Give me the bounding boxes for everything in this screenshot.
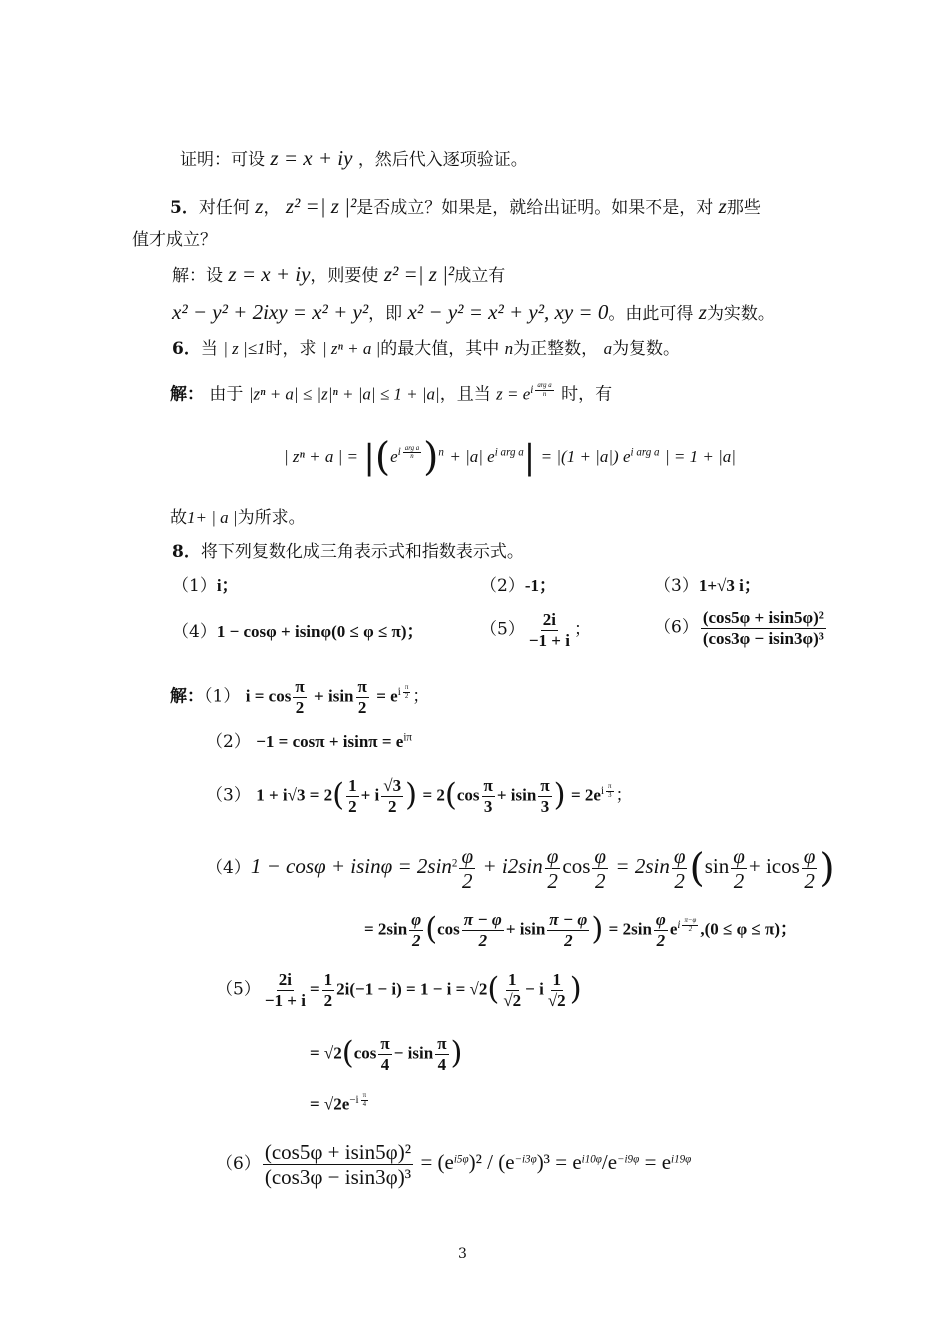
q6-conclusion-b: 为所求。 <box>237 508 306 528</box>
sol-4-two1: 2 <box>462 869 473 894</box>
q6-display-exp-bot: n <box>410 453 414 461</box>
sol-3-mid: = 2 <box>422 785 445 805</box>
sol-5-minus-i: − i <box>525 979 544 999</box>
sol-3-semi: ； <box>615 785 633 806</box>
sol-4-phi1: φ <box>461 844 474 868</box>
q6-n: n <box>504 339 514 358</box>
sol-3-one: 1 <box>348 776 357 795</box>
sol-4-two4: 2 <box>674 869 685 894</box>
q5-solution-line2 <box>172 300 775 326</box>
sol-3-two: 2 <box>348 796 357 816</box>
sol-5-line3-text: = √2e <box>310 1094 350 1114</box>
sol-4-cos: cos <box>562 854 591 879</box>
q6-line1 <box>172 337 680 361</box>
sol-label: 解： <box>170 686 204 707</box>
q8-item-5-den: −1 + i <box>528 630 570 650</box>
sol-1-plus: + isin <box>314 686 354 706</box>
sol-5-half-num: 1 <box>323 970 333 989</box>
sol-5-num: 2i <box>278 970 292 989</box>
proof-text: 证明：可设 <box>180 150 265 170</box>
q6-display-exp-top: arg a <box>404 444 420 452</box>
proof-suffix: ，然后代入逐项验证。 <box>357 150 528 170</box>
sol-3-cos: cos <box>456 785 480 805</box>
q5-sol-prefix: 解：设 <box>172 266 223 286</box>
sol-6 <box>216 1140 691 1189</box>
sol-4-pi-phi1: π − φ <box>463 910 502 929</box>
q5-text-a: 对任何 <box>198 198 250 218</box>
sol-3-text: 1 + i√3 = 2 <box>256 785 333 805</box>
q5-eq1: x² − y² + 2ixy = x² + y² <box>172 300 369 324</box>
proof-line <box>180 146 528 172</box>
proof-math: z = x + iy <box>270 146 353 170</box>
sol-5-mid: 2i(−1 − i) = 1 − i = √2 <box>336 979 488 999</box>
q6-exp-i: i <box>530 383 534 396</box>
q6-text-a: 当 <box>200 339 218 359</box>
sol-4-two6: 2 <box>804 869 815 894</box>
sol-1-pi2: π <box>357 677 367 696</box>
q8-item-1-label: （1） <box>172 576 217 596</box>
q5-sol-math2: z² =| z |² <box>383 262 455 286</box>
sol-5-eq1: = <box>309 979 320 999</box>
q5-sol-math: z = x + iy <box>228 262 311 286</box>
sol-2-label: （2） <box>206 732 251 752</box>
page-number: 3 <box>458 1246 467 1262</box>
q5-solution-line1 <box>172 262 505 288</box>
q8-item-5 <box>480 610 591 650</box>
q8-number: 8． <box>172 542 201 562</box>
q6-cond: | z |≤1 <box>223 339 266 358</box>
q6-text-c: 的最大值，其中 <box>380 339 500 359</box>
sol-1-semi: ； <box>412 686 430 707</box>
sol-1-eq: = e <box>376 686 398 706</box>
q5-number: 5． <box>170 198 199 218</box>
sol-5-four2: 4 <box>437 1054 447 1074</box>
q8-item-2-label: （2） <box>480 576 525 596</box>
q8-item-2-expr: -1； <box>524 576 556 595</box>
q8-item-5-label: （5） <box>480 619 525 640</box>
sol-5-line3-exp: −i <box>349 1093 359 1106</box>
sol-5-pi2: π <box>437 1034 447 1053</box>
sol-4-l2-two3: 2 <box>564 930 573 950</box>
sol-6-den: (cos3φ − isin3φ)³ <box>264 1165 412 1190</box>
sol-4-two3: 2 <box>594 869 606 894</box>
sol-5-label: （5） <box>216 979 261 1000</box>
sol-3-sqrt3: √3 <box>383 776 402 795</box>
sol-4-l2-two2: 2 <box>478 930 488 950</box>
q8-text: 将下列复数化成三角表示式和指数表示式。 <box>200 542 524 562</box>
q8-item-4 <box>172 620 424 644</box>
q5-eq-tail: 为实数。 <box>706 304 775 324</box>
q6-display-b: + |a| e <box>449 447 495 467</box>
q6-display-c: = |(1 + |a|) e <box>540 447 631 467</box>
q5-eq-end: 。由此可得 <box>608 304 694 324</box>
sol-4-two2: 2 <box>547 869 558 894</box>
sol-5-line3-four: 4 <box>362 1100 367 1108</box>
q6-number: 6． <box>172 339 201 359</box>
sol-4-sin: sin <box>704 854 730 879</box>
q8-item-6-label: （6） <box>654 617 699 638</box>
sol-5-line1: （5） $\frac{2i}{-1 + i}$ = $\frac{1}{2}$ 2i(−1 − i) = 1 − i = √2( $\frac{1}{√2}$ − i $\frac{1}{√2}$ ) <box>216 970 582 1010</box>
q5-z2: z <box>718 194 727 218</box>
sol-4-cos2: cos <box>437 919 460 939</box>
sol-4-pi-phi2: π − φ <box>549 910 588 929</box>
sol-4-icos: + icos <box>748 854 800 879</box>
q6-sol-label: 解： <box>170 384 204 405</box>
q8-item-4-expr: 1 − cosφ + isinφ(0 ≤ φ ≤ π)； <box>216 622 424 641</box>
sol-5-four: 4 <box>380 1054 390 1074</box>
q8-item-6-den: (cos3φ − isin3φ)³ <box>702 628 824 648</box>
q8-item-5-tail: ； <box>573 619 591 640</box>
sol-1-pi: π <box>295 677 305 696</box>
q5-line2 <box>132 228 217 252</box>
sol-5-cos: cos <box>353 1043 377 1063</box>
sol-1-exp-two: 2 <box>404 692 409 700</box>
q6-display-equation: | zⁿ + a | = $|(e^{i \frac{\text{arg a}}{n}}$ )$^n$ + |a| $e^{i arg a}| = |(1 + |a|)$ $e^{i arg a}$ | = 1 + |a| <box>284 435 736 480</box>
q6-display-d: | = 1 + |a| <box>664 447 736 467</box>
q6-sol-a: 由于 <box>209 384 244 405</box>
sol-6-rhs-exp5: i19φ <box>671 1153 692 1166</box>
sol-4-phi5: φ <box>733 844 745 868</box>
sol-3-three: 3 <box>483 796 493 816</box>
sol-3-pi2: π <box>540 776 550 795</box>
q6-display-exp: i arg a <box>494 446 524 459</box>
sol-4-l2-two4: 2 <box>656 930 666 950</box>
q5-z: z <box>255 194 264 218</box>
sol-3: （3） 1 + i√3 = 2( $\frac{1}{2}$ + i $\frac{√3}{2}$ ) = 2(cos $\frac{\pi}{3}$ + isin $\frac{\pi}{3}$ ) = $2e^{i \frac{\pi}{3}}$ ； <box>206 776 633 816</box>
q8-item-1 <box>172 574 239 598</box>
sol-4-mid1: + i2sin <box>482 854 543 879</box>
sol-4-two5: 2 <box>733 869 745 894</box>
q5-line1 <box>170 194 761 220</box>
q6-conclusion-math: 1+ | a | <box>187 508 238 527</box>
sol-5-pi: π <box>380 1034 390 1053</box>
q6-ineq: |zⁿ + a| ≤ |z|ⁿ + |a| ≤ 1 + |a| <box>248 384 440 404</box>
q6-exp-bot: n <box>542 390 547 398</box>
sol-4-phi3: φ <box>594 844 606 868</box>
sol-3-three2: 3 <box>540 796 550 816</box>
q6-exp-top: arg a <box>537 382 552 389</box>
q5-sol-suffix: 成立有 <box>454 266 506 286</box>
q8-item-2 <box>480 574 556 598</box>
sol-1-two: 2 <box>295 697 305 717</box>
sol-3-isin: + isin <box>496 785 537 805</box>
sol-2 <box>206 730 412 754</box>
sol-4-phi4: φ <box>673 844 686 868</box>
q6-solution-line1 <box>170 382 612 407</box>
sol-4-l2-phi2: φ <box>655 910 666 929</box>
sol-2-exp: iπ <box>403 731 412 744</box>
sol-4-l2-two1: 2 <box>411 930 421 950</box>
sol-5-line2: = √2(cos $\frac{\pi}{4}$ − isin $\frac{\pi}{4}$ ) <box>310 1034 463 1074</box>
q5-math: z² =| z |² <box>285 194 357 218</box>
sol-4-line1-text: 1 − cosφ + isinφ = 2sin <box>250 854 452 879</box>
sol-3-i: + i <box>360 785 380 805</box>
sol-6-rhs-e: = e <box>644 1150 672 1175</box>
sol-4-e: e <box>669 919 678 939</box>
sol-6-rhs-exp4: −i9φ <box>617 1153 640 1166</box>
sol-4-exp-two: 2 <box>688 925 693 933</box>
sol-4-l2-phi1: φ <box>411 910 422 929</box>
sol-5-line3 <box>310 1092 370 1117</box>
sol-3-pi: π <box>483 776 493 795</box>
sol-5-line2-text: = √2 <box>310 1043 342 1063</box>
q5-sol-mid: ，则要使 <box>310 266 379 286</box>
sol-5-one: 1 <box>508 970 517 989</box>
q8-item-4-label: （4） <box>172 622 217 642</box>
q5-eq-z: z <box>698 300 707 324</box>
q8-item-6 <box>654 608 828 648</box>
sol-4-exp-top: π−φ <box>684 917 697 924</box>
sol-5-one2: 1 <box>552 970 562 989</box>
q5-sep: ， <box>263 198 281 218</box>
sol-6-rhs-a: = (e <box>420 1150 454 1175</box>
sol-3-exp-three: 3 <box>608 791 612 799</box>
sol-2-text: −1 = cosπ + isinπ = e <box>256 732 404 751</box>
sol-6-num: (cos5φ + isin5φ)² <box>264 1140 412 1164</box>
q8-item-3-label: （3） <box>654 576 699 596</box>
q6-sol-b: ，且当 <box>439 384 491 405</box>
q6-text-e: 为复数。 <box>612 339 681 359</box>
q8-item-3 <box>654 574 761 598</box>
sol-4-isin: + isin <box>505 919 546 939</box>
q6-a: a <box>603 339 613 358</box>
q8-item-3-expr: 1+√3 i； <box>698 576 761 595</box>
sol-4-mid2: = 2sin <box>615 854 670 879</box>
sol-6-rhs-c: )³ = e <box>536 1150 582 1175</box>
q5-eq-mid: ，即 <box>368 304 403 324</box>
sol-6-rhs-d: /e <box>601 1150 618 1175</box>
sol-6-rhs-b: )² / (e <box>468 1150 515 1175</box>
sol-1-exp-pi: π <box>404 684 409 691</box>
q6-display-exp-i: i <box>397 446 401 459</box>
q6-display-lhs: | zⁿ + a | = <box>284 447 359 467</box>
sol-6-rhs-exp3: i10φ <box>581 1153 602 1166</box>
q6-expr: | zⁿ + a | <box>321 339 381 358</box>
sol-4-label: （4） <box>206 858 251 879</box>
q8-item-1-expr: i； <box>216 576 239 595</box>
sol-5-isin: − isin <box>393 1043 434 1063</box>
sol-3-eq: = 2e <box>570 785 601 805</box>
sol-1-text: i = cos <box>245 686 292 706</box>
q5-line2-text: 值才成立？ <box>132 230 217 250</box>
q5-text-c: 那些 <box>726 198 761 218</box>
q5-text-b: 是否成立？如果是，就给出证明。如果不是，对 <box>356 198 714 218</box>
q6-text-b: 时，求 <box>265 339 317 359</box>
sol-5-half-den: 2 <box>323 990 333 1010</box>
sol-4-line1: $(4)1 - \cos\varphi + isin\varphi = 2\sin^2$ $\frac{\varphi}{2}$ + i2sin $\frac{\varphi}{2}$ cos $\frac{\varphi}{2}$ = 2sin $\frac{\varphi}{2}$ (sin $\frac{\varphi}{2}$ + icos $\frac{\varphi}{2}$ ) <box>206 844 835 894</box>
q6-when: z = e <box>496 384 531 404</box>
sol-1-label: （1） <box>204 686 241 707</box>
sol-4-line2b: = 2sin <box>608 919 652 939</box>
sol-3-label: （3） <box>206 785 251 806</box>
q5-eq2: x² − y² = x² + y², xy = 0 <box>407 300 609 324</box>
q6-conclusion-a: 故 <box>170 508 187 528</box>
q8-item-6-num: (cos5φ + isin5φ)² <box>702 608 824 627</box>
sol-5-line3-pi: π <box>362 1092 367 1099</box>
sol-4-phi2: φ <box>546 844 559 868</box>
sol-5-sqrt2: √2 <box>503 990 522 1010</box>
sol-5-den: −1 + i <box>264 990 306 1010</box>
sol-6-rhs-exp2: −i3φ <box>514 1153 537 1166</box>
sol-4-phi6: φ <box>803 844 816 868</box>
sol-3-exp-pi: π <box>608 783 612 790</box>
sol-3-two2: 2 <box>387 796 397 816</box>
sol-6-label: （6） <box>216 1154 261 1175</box>
sol-5-sqrt2b: √2 <box>547 990 566 1010</box>
q6-sol-c: 时，有 <box>561 384 613 405</box>
q6-conclusion <box>170 506 306 530</box>
sol-4-range: ,(0 ≤ φ ≤ π)； <box>700 919 797 939</box>
q8-item-5-num: 2i <box>542 610 556 629</box>
q6-display-exp2: i arg a <box>630 446 660 459</box>
sol-1: 解：（1） i = cos $\frac{\pi}{2}$ + isin $\frac{\pi}{2}$ = $e^{i \frac{\pi}{2}}$ ； <box>170 677 430 717</box>
sol-4-line2: = 2sin $\frac{\varphi}{2}$ (cos $\frac{\pi - \varphi}{2}$ + isin $\frac{\pi - \varphi}{2}$ ) = 2sin $\frac{\varphi}{2}$ $e^{i \frac{\pi-\varphi}{2}}$ ,(0 ≤ φ ≤ π)； <box>364 910 797 950</box>
q8-heading <box>172 540 524 564</box>
q6-text-d: 为正整数， <box>513 339 599 359</box>
sol-4-line2a: = 2sin <box>364 919 408 939</box>
sol-6-rhs-exp1: i5φ <box>453 1153 469 1166</box>
sol-1-two2: 2 <box>357 697 367 717</box>
q6-display-power: n <box>438 446 444 459</box>
